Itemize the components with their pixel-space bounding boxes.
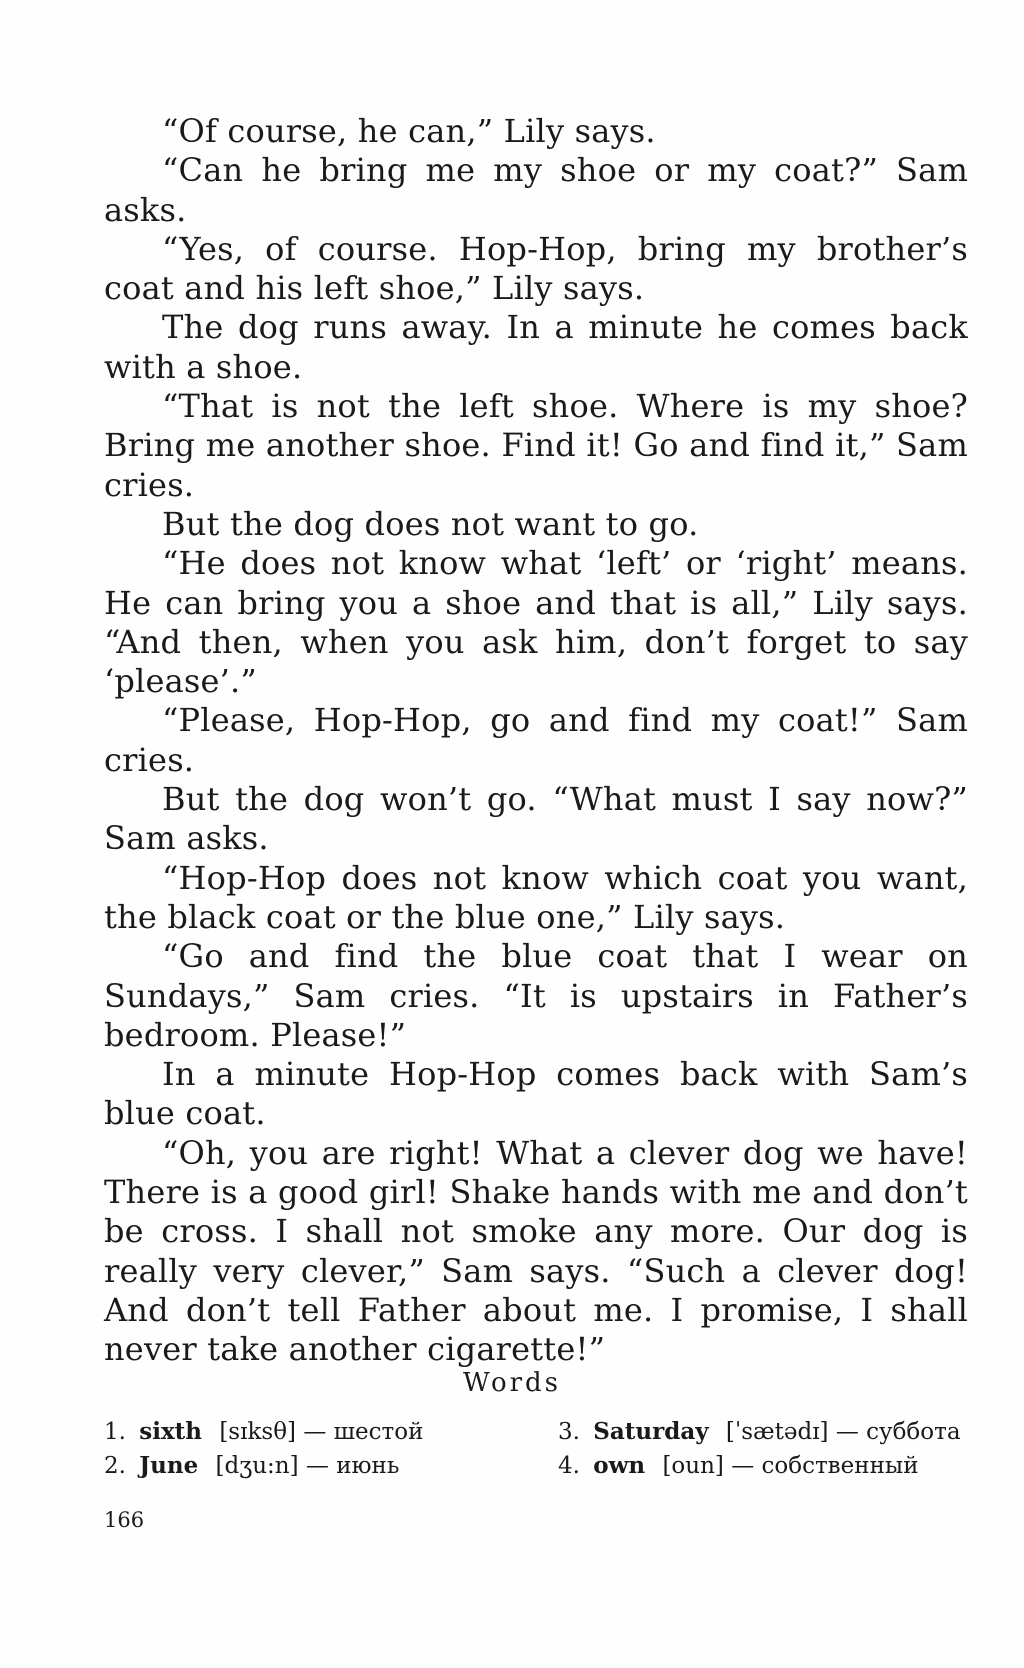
vocab-translation: — собственный [731, 1453, 919, 1479]
paragraph: “That is not the left shoe. Where is my shoe? Bring me another shoe. Find it! Go and find it,” Sam cries. [104, 387, 968, 504]
vocab-transcription: [dʒu:n] [215, 1453, 299, 1479]
paragraph: The dog runs away. In a minute he comes back with a shoe. [104, 308, 968, 386]
paragraph: But the dog does not want to go. [162, 504, 699, 543]
vocab-translation: — шестой [303, 1419, 424, 1445]
vocab-transcription: [ˈsætədɪ] [725, 1419, 829, 1445]
paragraph: “Go and find the blue coat that I wear on Sundays,” Sam cries. “It is upstairs in Father’s bedroom. Please!” [104, 937, 968, 1054]
vocabulary-item [104, 1415, 423, 1449]
paragraph: “He does not know what ‘left’ or ‘right’ means. He can bring you a shoe and that is all,” Lily says. “And then, when you ask him, don’t forget to say ‘please’.” [104, 544, 968, 701]
vocabulary-item [558, 1449, 919, 1483]
vocab-number: 3. [558, 1419, 580, 1445]
vocab-transcription: [sɪksθ] [219, 1419, 297, 1445]
vocab-word: sixth [139, 1418, 203, 1445]
paragraph: “Please, Hop-Hop, go and find my coat!” Sam cries. [104, 701, 968, 779]
paragraph: “Oh, you are right! What a clever dog we have! There is a good girl! Shake hands with me and don’t be cross. I shall not smoke any more. Our dog is really very clever,” Sam says. “Such a clever dog! And don’t tell Father about me. I promise, I shall never take another cigarette!” [104, 1133, 968, 1369]
vocab-transcription: [oun] [662, 1453, 724, 1479]
vocab-word: June [139, 1452, 199, 1479]
vocab-translation: — суббота [835, 1419, 961, 1445]
paragraph: “Yes, of course. Hop-Hop, bring my brother’s coat and his left shoe,” Lily says. [104, 229, 968, 308]
vocab-word: Saturday [593, 1418, 709, 1445]
words-heading: Words [462, 1368, 562, 1398]
story-text [104, 112, 968, 1370]
paragraph: “Hop-Hop does not know which coat you want, the black coat or the blue one,” Lily says. [104, 858, 968, 936]
vocabulary-item [558, 1415, 961, 1449]
vocabulary-item [104, 1449, 399, 1483]
paragraph: But the dog won’t go. “What must I say now?” Sam asks. [104, 780, 968, 858]
vocab-translation: — июнь [305, 1453, 400, 1479]
vocab-number: 4. [558, 1453, 580, 1479]
vocab-number: 2. [104, 1453, 126, 1479]
vocab-word: own [593, 1452, 646, 1479]
page-number: 166 [104, 1508, 145, 1532]
paragraph: “Can he bring me my shoe or my coat?” Sam asks. [104, 151, 968, 229]
vocab-number: 1. [104, 1419, 126, 1445]
paragraph: “Of course, he can,” Lily says. [162, 112, 656, 150]
paragraph: In a minute Hop-Hop comes back with Sam’s blue coat. [104, 1055, 968, 1133]
